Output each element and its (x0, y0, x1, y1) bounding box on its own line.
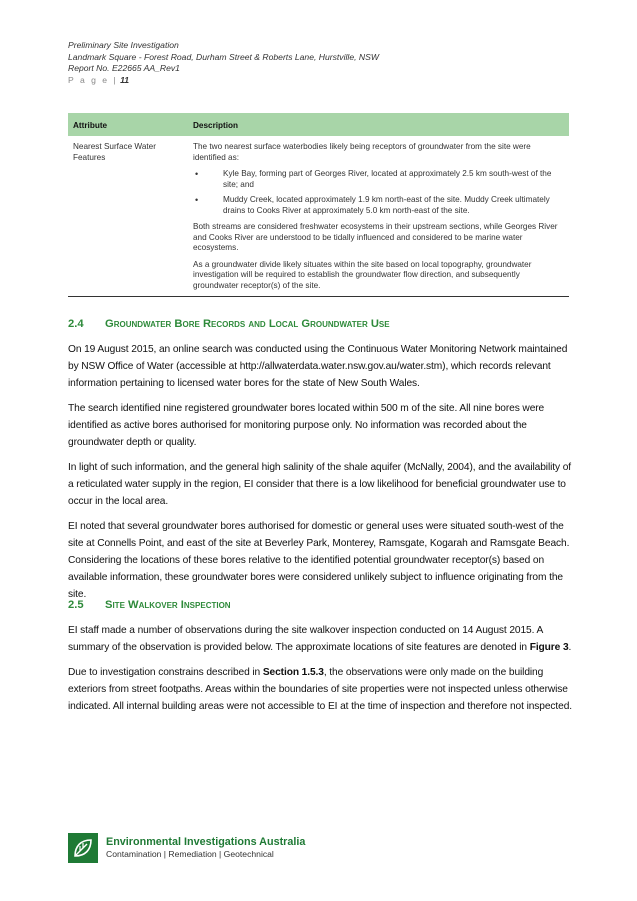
description-paragraph: Both streams are considered freshwater ecosystems in their upstream sections, while Georges River and Cooks River are understood to be tidally influenced and considered to be marine water ecosystems. (193, 222, 558, 252)
company-tagline: Contamination | Remediation | Geotechnical (106, 849, 274, 859)
section-heading-2-5 (68, 599, 231, 611)
body-paragraph (68, 664, 573, 715)
col-header-description: Description (188, 113, 569, 136)
body-paragraph (68, 622, 573, 656)
text-run: , the observations were only made on the building exteriors from street footpaths. Areas within the boundaries of site properties were not inspected unless otherwise indicated. All internal building areas were not accessible to EI at the time of inspection and therefore not inspected. (68, 667, 573, 712)
leaf-icon (71, 836, 95, 860)
page-label: P a g e | (68, 74, 118, 85)
body-paragraph: In light of such information, and the general high salinity of the shale aquifer (McNally, 2004), and the availability of a reticulated water supply in the region, EI consider that there is a low likelihood for beneficial groundwater use to occur in the local area. (68, 462, 572, 507)
attribute-table (68, 113, 569, 297)
section-number: 2.5 (68, 599, 84, 611)
list-item: • Kyle Bay, forming part of Georges River, located at approximately 2.5 km south-west of the site; and (193, 169, 564, 190)
body-paragraph: The search identified nine registered groundwater bores located within 500 m of the site. All nine bores were identified as active bores authorised for monitoring purpose only. No information was recorded about the groundwater depth or quality. (68, 403, 545, 448)
page-number: 11 (120, 74, 130, 85)
company-name: Environmental Investigations Australia (106, 836, 306, 848)
text-run: . (568, 642, 572, 653)
company-logo (68, 833, 98, 863)
section-heading-2-4 (68, 318, 390, 330)
header-site-address: Landmark Square - Forest Road, Durham Street & Roberts Lane, Hurstville, NSW (68, 51, 379, 62)
section-title: Groundwater Bore Records and Local Groundwater Use (105, 318, 390, 330)
body-paragraph: On 19 August 2015, an online search was conducted using the Continuous Water Monitoring Network maintained by NSW Office of Water (accessible at http://allwaterdata.water.nsw.gov.au/water.stm), which records relevant information pertaining to licensed water bores for the state of New South Wales. (68, 344, 568, 389)
body-paragraph: EI noted that several groundwater bores authorised for domestic or general uses were situated south-west of the site at Connells Point, and east of the site at Beverley Park, Monterey, Ramsgate, Kogarah and Ramsgate Beach. Considering the locations of these bores relative to the identified potential groundwater receptor(s) based on available information, these groundwater bores were considered unlikely subject to influence originating from the site. (68, 521, 570, 600)
company-text (106, 836, 305, 860)
text-run: Due to investigation constrains described in (68, 667, 263, 678)
page-footer (68, 833, 305, 863)
header-report-number: Report No. E22665 AA_Rev1 (68, 63, 180, 73)
description-cell (188, 136, 569, 297)
table-header-row (68, 113, 569, 136)
header-report-title: Preliminary Site Investigation (68, 40, 179, 50)
waterbody-list (193, 169, 564, 216)
table-row (68, 136, 569, 297)
description-paragraph: The two nearest surface waterbodies likely being receptors of groundwater from the site were identified as: (193, 142, 531, 162)
page-header (68, 40, 379, 86)
section-title: Site Walkover Inspection (105, 599, 231, 611)
list-item: • Muddy Creek, located approximately 1.9 km north-east of the site. Muddy Creek ultimately drains to Cooks River at approximately 5.0 km north-east of the site. (193, 195, 564, 216)
col-header-attribute: Attribute (68, 113, 188, 136)
text-run: EI staff made a number of observations during the site walkover inspection conducted on 14 August 2015. A summary of the observation is provided below. The approximate locations of site features are denoted in (68, 625, 543, 653)
figure-reference: Figure 3 (529, 642, 569, 653)
header-page (68, 75, 379, 87)
description-paragraph: As a groundwater divide likely situates within the site based on local topography, groundwater investigation will be required to establish the groundwater flow direction, and subsequently groundwater receptor(s) of the site. (193, 259, 532, 290)
section-number: 2.4 (68, 318, 84, 330)
section-reference: Section 1.5.3 (262, 667, 324, 678)
attribute-cell: Nearest Surface Water Features (68, 136, 188, 297)
